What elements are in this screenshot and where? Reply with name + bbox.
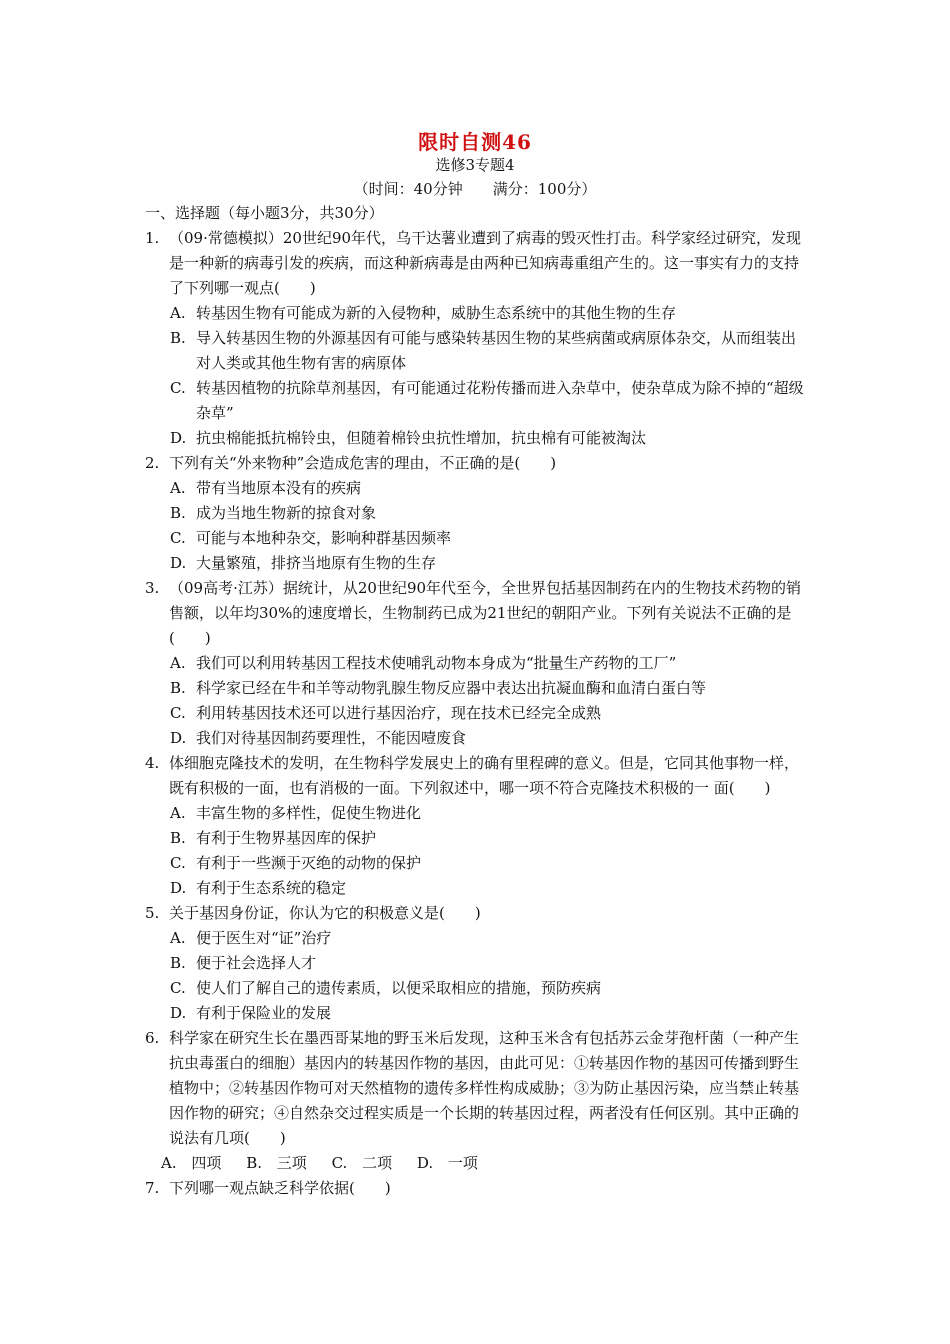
- option-d: [147, 726, 810, 751]
- option-text: 便于医生对“证”治疗: [196, 929, 332, 947]
- option-letter: B.: [246, 1154, 262, 1172]
- option-a: [161, 1154, 231, 1172]
- option-letter: C.: [170, 704, 186, 722]
- option-letter: A.: [170, 479, 186, 497]
- question-number: 2.: [145, 454, 160, 472]
- option-letter: B.: [170, 829, 186, 847]
- option-text: 抗虫棉能抵抗棉铃虫，但随着棉铃虫抗性增加，抗虫棉有可能被淘汰: [196, 429, 647, 447]
- option-b: [147, 826, 810, 851]
- option-c: [147, 376, 810, 426]
- option-d: [147, 876, 810, 901]
- option-letter: B.: [170, 954, 186, 972]
- question-list: [145, 226, 810, 1201]
- option-a: [147, 301, 810, 326]
- question-text: （09高考·江苏）据统计，从20世纪90年代至今，全世界包括基因制药在内的生物技术药物的销售额，以年均30%的速度增长，生物制药已成为21世纪的朝阳产业。下列有关说法不正确的是( ): [169, 579, 802, 647]
- option-text: 有利于一些濒于灭绝的动物的保护: [196, 854, 422, 872]
- question-number: 7.: [145, 1179, 160, 1197]
- question-stem: [145, 451, 810, 476]
- option-letter: C.: [170, 854, 186, 872]
- option-text: 四项: [191, 1154, 222, 1172]
- question-text: 下列哪一观点缺乏科学依据( ): [169, 1179, 391, 1197]
- option-letter: C.: [170, 979, 186, 997]
- option-d: [417, 1154, 488, 1172]
- option-text: 我们可以利用转基因工程技术使哺乳动物本身成为“批量生产药物的工厂”: [196, 654, 677, 672]
- option-letter: D.: [170, 729, 187, 747]
- option-b: [246, 1154, 317, 1172]
- section-heading: 一、选择题（每小题3分，共30分）: [145, 204, 384, 222]
- option-c: [147, 851, 810, 876]
- question-stem: [145, 901, 810, 926]
- option-a: [147, 926, 810, 951]
- option-letter: C.: [331, 1154, 348, 1172]
- option-text: 转基因植物的抗除草剂基因，有可能通过花粉传播而进入杂草中，使杂草成为除不掉的“超级杂草”: [196, 379, 804, 422]
- option-text: 科学家已经在牛和羊等动物乳腺生物反应器中表达出抗凝血酶和血清白蛋白等: [196, 679, 707, 697]
- question-2: [145, 451, 810, 576]
- option-a: [147, 476, 810, 501]
- option-text: 有利于生态系统的稳定: [196, 879, 347, 897]
- option-c: [147, 526, 810, 551]
- option-letter: C.: [170, 379, 186, 397]
- option-text: 丰富生物的多样性，促使生物进化: [196, 804, 422, 822]
- option-text: 利用转基因技术还可以进行基因治疗，现在技术已经完全成熟: [196, 704, 602, 722]
- option-text: 有利于保险业的发展: [196, 1004, 332, 1022]
- option-letter: B.: [170, 329, 186, 347]
- question-5: [145, 901, 810, 1026]
- option-text: 一项: [447, 1154, 478, 1172]
- option-text: 有利于生物界基因库的保护: [196, 829, 377, 847]
- option-b: [147, 951, 810, 976]
- option-text: 导入转基因生物的外源基因有可能与感染转基因生物的某些病菌或病原体杂交，从而组装出对人类或其他生物有害的病原体: [196, 329, 797, 372]
- question-text: 体细胞克隆技术的发明，在生物科学发展史上的确有里程碑的意义。但是，它同其他事物一样，既有积极的一面，也有消极的一面。下列叙述中，哪一项不符合克隆技术积极的一 面( ): [169, 754, 800, 797]
- question-number: 3.: [145, 579, 160, 597]
- page-title: 限时自测46: [418, 130, 532, 154]
- option-text: 大量繁殖，排挤当地原有生物的生存: [196, 554, 437, 572]
- option-a: [147, 801, 810, 826]
- page-subtitle: 选修3专题4: [435, 156, 515, 174]
- option-letter: D.: [170, 879, 187, 897]
- option-letter: D.: [170, 1004, 187, 1022]
- option-d: [147, 1001, 810, 1026]
- question-number: 1.: [145, 229, 160, 247]
- option-c: [332, 1154, 403, 1172]
- option-text: 便于社会选择人才: [196, 954, 317, 972]
- time-score-info: （时间：40分钟 满分：100分）: [353, 180, 597, 198]
- question-6: [145, 1026, 810, 1176]
- option-d: [147, 426, 810, 451]
- option-letter: A.: [170, 304, 186, 322]
- option-c: [147, 976, 810, 1001]
- option-letter: D.: [170, 554, 187, 572]
- question-stem: [145, 226, 810, 301]
- question-4: [145, 751, 810, 901]
- option-letter: B.: [170, 679, 186, 697]
- question-number: 6.: [145, 1029, 160, 1047]
- question-stem: [145, 1176, 810, 1201]
- question-text: 关于基因身份证，你认为它的积极意义是( ): [169, 904, 481, 922]
- option-text: 二项: [362, 1154, 393, 1172]
- question-text: 科学家在研究生长在墨西哥某地的野玉米后发现，这种玉米含有包括苏云金芽孢杆菌（一种产生抗虫毒蛋白的细胞）基因内的转基因作物的基因，由此可见：①转基因作物的基因可传播到野生植物中；②转基因作物可对天然植物的遗传多样性构成威胁；③为防止基因污染，应当禁止转基因作物的研究；④自然杂交过程实质是一个长期的转基因过程，两者没有任何区别。其中正确的说法有几项( ): [169, 1029, 800, 1147]
- option-text: 三项: [276, 1154, 307, 1172]
- question-stem: [145, 751, 810, 801]
- question-number: 5.: [145, 904, 160, 922]
- option-letter: B.: [170, 504, 186, 522]
- question-3: [145, 576, 810, 751]
- option-text: 使人们了解自己的遗传素质，以便采取相应的措施，预防疾病: [196, 979, 602, 997]
- option-text: 转基因生物有可能成为新的入侵物种，威胁生态系统中的其他生物的生存: [196, 304, 677, 322]
- option-letter: D.: [170, 429, 187, 447]
- option-a: [147, 651, 810, 676]
- option-b: [147, 326, 810, 376]
- question-text: 下列有关“外来物种”会造成危害的理由，不正确的是( ): [169, 454, 557, 472]
- option-letter: A.: [161, 1154, 177, 1172]
- question-stem: [145, 1026, 810, 1151]
- option-letter: A.: [170, 929, 186, 947]
- question-1: [145, 226, 810, 451]
- option-letter: A.: [170, 804, 186, 822]
- question-stem: [145, 576, 810, 651]
- option-text: 成为当地生物新的掠食对象: [196, 504, 377, 522]
- option-letter: A.: [170, 654, 186, 672]
- option-text: 可能与本地种杂交，影响种群基因频率: [196, 529, 452, 547]
- question-7: [145, 1176, 810, 1201]
- question-number: 4.: [145, 754, 160, 772]
- option-c: [147, 701, 810, 726]
- question-text: （09·常德模拟）20世纪90年代，乌干达薯业遭到了病毒的毁灭性打击。科学家经过研究，发现是一种新的病毒引发的疾病，而这种新病毒是由两种已知病毒重组产生的。这一事实有力的支持了下列哪一观点( ): [169, 229, 802, 297]
- option-b: [147, 501, 810, 526]
- option-letter: C.: [170, 529, 186, 547]
- option-text: 带有当地原本没有的疾病: [196, 479, 362, 497]
- option-text: 我们对待基因制药要理性，不能因噎废食: [196, 729, 467, 747]
- option-letter: D.: [416, 1154, 434, 1172]
- option-d: [147, 551, 810, 576]
- inline-options: [145, 1151, 810, 1176]
- option-b: [147, 676, 810, 701]
